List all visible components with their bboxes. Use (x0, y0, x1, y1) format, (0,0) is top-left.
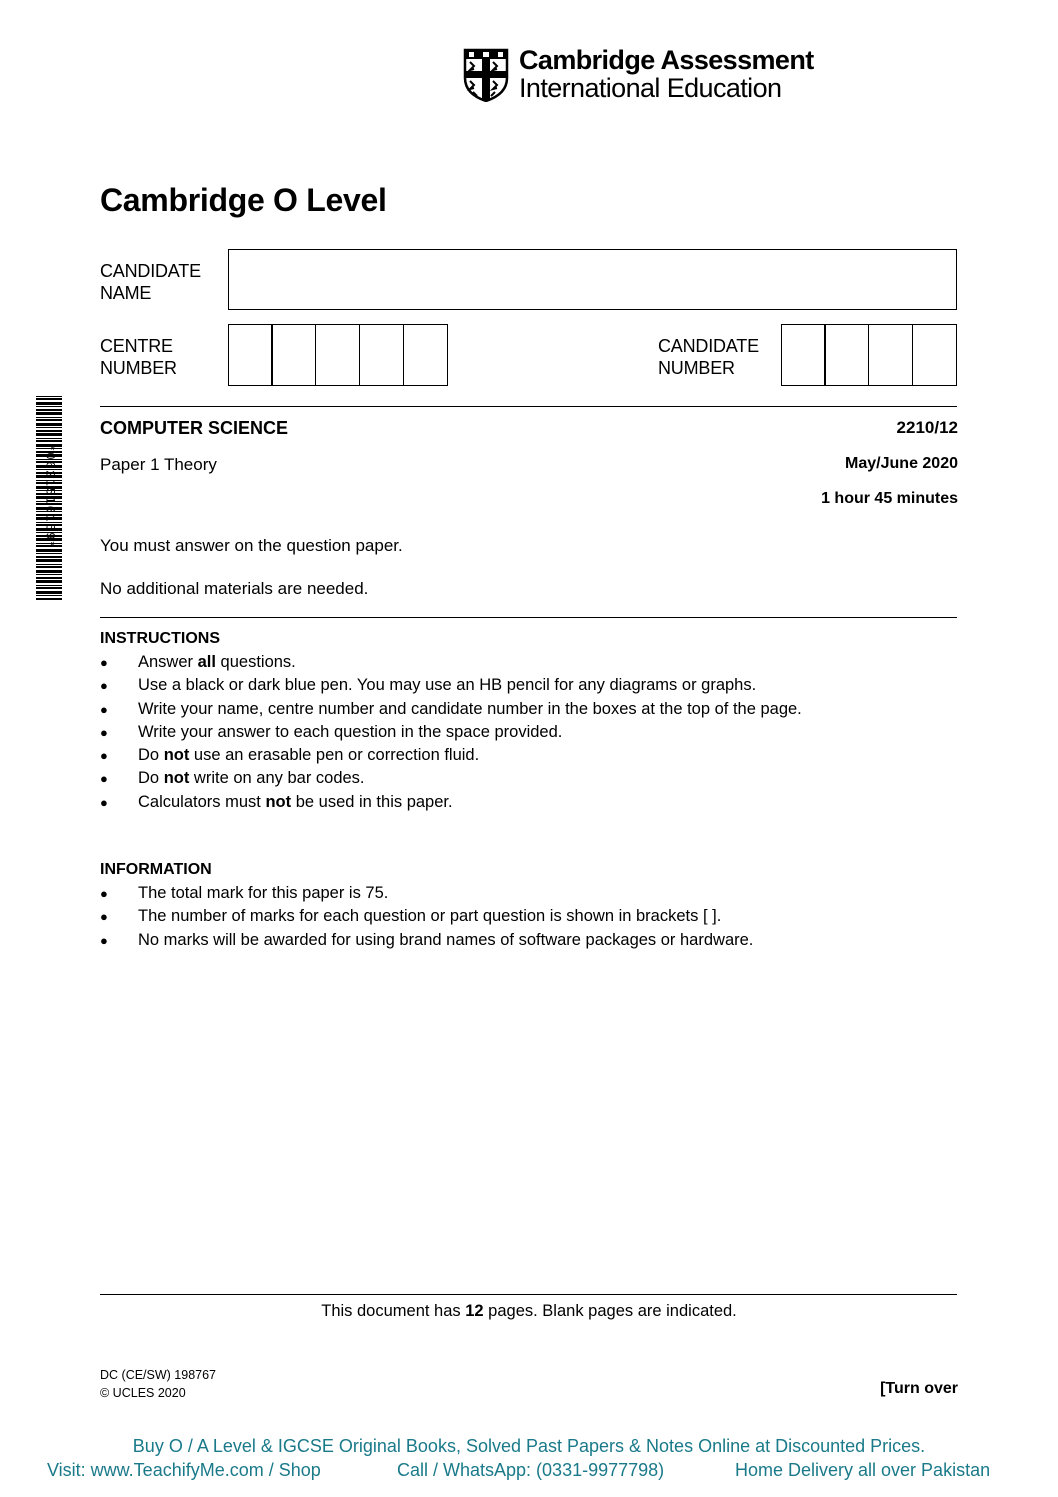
item-text: The number of marks for each question or part question is shown in brackets [ ]. (138, 907, 722, 926)
logo-line-2: International Education (519, 73, 782, 103)
bullet-icon: ● (100, 678, 108, 694)
promo-line: Buy O / A Level & IGCSE Original Books, Solved Past Papers & Notes Online at Discounted Prices. (132, 1436, 926, 1456)
instructions-list (100, 651, 802, 814)
number-cell[interactable] (403, 324, 448, 386)
list-item (100, 905, 753, 928)
candidate-number-label (658, 335, 759, 379)
candidate-name-label-line-2: NAME (100, 283, 152, 303)
bullet-icon: ● (100, 932, 108, 948)
promo-visit-link[interactable]: Visit: www.TeachifyMe.com / Shop (47, 1460, 321, 1480)
bullet-icon: ● (100, 794, 108, 810)
divider-middle (100, 617, 957, 618)
list-item (100, 791, 802, 814)
list-item (100, 767, 802, 790)
item-text: Use a black or dark blue pen. You may use an HB pencil for any diagrams or graphs. (138, 676, 757, 695)
page-title: Cambridge O Level (100, 182, 387, 218)
item-text-end: questions. (215, 653, 296, 671)
paper-title: Paper 1 Theory (100, 455, 217, 474)
divider-top (100, 406, 957, 407)
item-text-end: write on any bar codes. (189, 769, 365, 788)
turn-over: [Turn over (880, 1380, 958, 1397)
item-text: Write your name, centre number and candidate number in the boxes at the top of the page. (138, 699, 802, 718)
reference-code: DC (CE/SW) 198767 (100, 1368, 217, 1382)
bullet-icon: ● (100, 724, 108, 740)
item-text-end: be used in this paper. (291, 792, 453, 811)
number-cell[interactable] (824, 324, 869, 386)
list-item (100, 651, 802, 674)
list-item (100, 698, 802, 721)
bullet-icon: ● (100, 909, 108, 925)
instructions-heading: INSTRUCTIONS (100, 630, 220, 647)
bullet-icon: ● (100, 701, 108, 717)
exam-duration: 1 hour 45 minutes (821, 490, 958, 507)
cambridge-shield-icon (463, 48, 509, 102)
item-text: Calculators must (138, 792, 266, 811)
information-heading: INFORMATION (100, 861, 212, 878)
item-emphasis: not (163, 746, 190, 765)
promo-call: Call / WhatsApp: (0331-9977798) (397, 1460, 665, 1480)
item-emphasis: all (197, 653, 216, 671)
information-list (100, 882, 753, 952)
page-count-text-end: pages. Blank pages are indicated. (483, 1302, 737, 1320)
answer-note: You must answer on the question paper. (100, 536, 403, 555)
number-cell[interactable] (868, 324, 913, 386)
candidate-number-label-line-2: NUMBER (658, 358, 735, 378)
paper-code: 2210/12 (896, 418, 958, 437)
item-text: Answer (138, 653, 198, 671)
item-text: No marks will be awarded for using brand names of software packages or hardware. (138, 930, 754, 949)
bullet-icon: ● (100, 771, 108, 787)
bullet-icon: ● (100, 748, 108, 764)
list-item (100, 929, 753, 952)
item-text-end: use an erasable pen or correction fluid. (189, 746, 480, 765)
page-count-text: This document has (321, 1302, 466, 1320)
barcode-text: *0621516169* (43, 445, 58, 549)
item-text: Do (138, 746, 164, 765)
item-text: Write your answer to each question in the space provided. (138, 722, 563, 741)
number-cell[interactable] (228, 324, 273, 386)
bullet-icon: ● (100, 886, 108, 901)
centre-number-label-line-1: CENTRE (100, 336, 173, 356)
materials-note: No additional materials are needed. (100, 579, 369, 598)
subject-name: COMPUTER SCIENCE (100, 418, 289, 438)
list-item (100, 674, 802, 697)
candidate-name-label (100, 260, 201, 304)
number-cell[interactable] (271, 324, 316, 386)
candidate-number-label-line-1: CANDIDATE (658, 336, 759, 356)
barcode (36, 396, 62, 601)
centre-number-boxes (229, 324, 448, 386)
centre-number-label (100, 335, 177, 379)
candidate-number-boxes (782, 324, 957, 386)
number-cell[interactable] (912, 324, 957, 386)
page-count: 12 (465, 1302, 484, 1320)
copyright: © UCLES 2020 (100, 1386, 186, 1400)
number-cell[interactable] (359, 324, 404, 386)
bullet-icon: ● (100, 655, 108, 670)
exam-session: May/June 2020 (845, 455, 958, 472)
number-cell[interactable] (315, 324, 360, 386)
logo-wordmark (519, 46, 814, 102)
list-item (100, 882, 753, 905)
candidate-name-label-line-1: CANDIDATE (100, 261, 201, 281)
candidate-name-box[interactable] (228, 249, 957, 310)
document-reference (100, 1366, 216, 1402)
logo-line-1: Cambridge Assessment (519, 45, 814, 75)
item-text: Do (138, 769, 164, 788)
list-item (100, 744, 802, 767)
number-cell[interactable] (781, 324, 826, 386)
item-emphasis: not (163, 769, 190, 788)
page-count-note (0, 1302, 1058, 1321)
item-emphasis: not (265, 792, 292, 811)
centre-number-label-line-2: NUMBER (100, 358, 177, 378)
promo-delivery: Home Delivery all over Pakistan (735, 1460, 991, 1480)
divider-bottom (100, 1294, 957, 1295)
item-text: The total mark for this paper is 75. (138, 884, 389, 902)
list-item (100, 721, 802, 744)
